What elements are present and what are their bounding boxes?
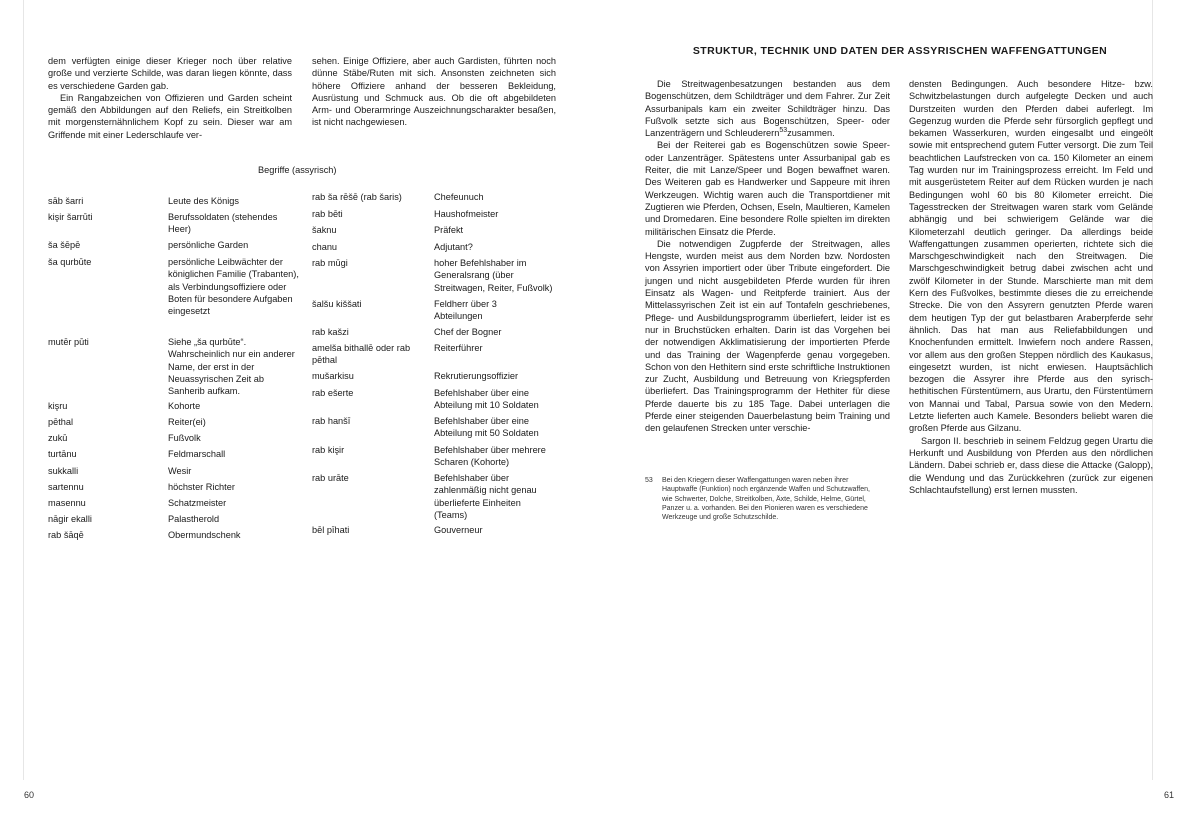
glossary-term: sukkalli bbox=[48, 466, 79, 476]
glossary-term: mutēr pūti bbox=[48, 337, 89, 347]
glossary-title: Begriffe (assyrisch) bbox=[258, 165, 337, 175]
glossary-definition: Chef der Bogner bbox=[434, 327, 502, 337]
glossary-term: rab urāte bbox=[312, 473, 349, 483]
left-text-column-1 bbox=[48, 55, 292, 141]
glossary-definition: persönliche Leibwächter der königlichen Familie (Trabanten), als Verbindungsoffiziere oder Boten für besondere Aufgaben eingesetzt bbox=[168, 257, 299, 317]
glossary-term: kişir šarrūti bbox=[48, 212, 93, 222]
glossary-definition: Befehlshaber über mehrere Scharen (Kohorte) bbox=[434, 445, 546, 468]
page-number: 61 bbox=[1164, 790, 1175, 800]
glossary-term: zukū bbox=[48, 433, 68, 443]
glossary-definition: Wesir bbox=[168, 466, 192, 476]
paragraph-text: Die Streitwagenbesatzungen bestanden aus dem Bogenschützen, dem Schildträger und dem Fahrer. Zur Zeit Assurbanipals kam ein zweiter Schildträger hinzu. Das Fußvolk setzte sich aus Bogenschützen, Speer- oder Lanzenträgern und Schleuderern bbox=[645, 79, 890, 139]
glossary-definition: Palastherold bbox=[168, 514, 220, 524]
right-text-column-2 bbox=[909, 78, 1153, 496]
glossary-definition: persönliche Garden bbox=[168, 240, 249, 250]
glossary-term: turtānu bbox=[48, 449, 77, 459]
glossary-term: chanu bbox=[312, 242, 338, 252]
glossary-term: amelša bithallē oder rab pēthal bbox=[312, 343, 411, 366]
glossary-definition: Reiter(ei) bbox=[168, 417, 206, 427]
glossary-definition: Chefeunuch bbox=[434, 192, 484, 202]
footnote-text: Bei den Kriegern dieser Waffengattungen waren neben ihrer Hauptwaffe (Funktion) noch ergänzende Waffen und Schutzwaffen, wie Schwerter, Dolche, Streitkolben, Äxte, Schilde, Helme, Gürtel, Panzer u. a. vorhanden. Bei den Pionieren waren es verschiedene Werkzeuge und große Schutzschilde. bbox=[662, 477, 870, 522]
glossary-definition: Reiterführer bbox=[434, 343, 483, 353]
glossary-definition: Fußvolk bbox=[168, 433, 201, 443]
glossary-term: mušarkisu bbox=[312, 371, 354, 381]
glossary-definition: Feldherr über 3 Abteilungen bbox=[434, 299, 497, 322]
section-heading: STRUKTUR, TECHNIK UND DATEN DER ASSYRISCHEN WAFFENGATTUNGEN bbox=[692, 45, 1108, 57]
paragraph-text: zusammen. bbox=[787, 128, 835, 139]
glossary-term: šalšu kiššati bbox=[312, 299, 362, 309]
glossary-term: sartennu bbox=[48, 482, 84, 492]
paragraph: Ein Rangabzeichen von Offizieren und Garden scheint gemäß den Abbildungen auf den Reliefs, ein Streitkolben mit morgensternähnlichem Kopf zu sein. Dieser war am Griffende mit einer Lederschlaufe ver- bbox=[48, 92, 292, 140]
glossary-definition: Kohorte bbox=[168, 401, 201, 411]
glossary-term: pēthal bbox=[48, 417, 74, 427]
glossary-definition: Feldmarschall bbox=[168, 449, 226, 459]
left-page-edge bbox=[23, 0, 24, 780]
glossary-definition: höchster Richter bbox=[168, 482, 235, 492]
glossary-definition: Befehlshaber über zahlenmäßig nicht genau überlieferte Einheiten (Teams) bbox=[434, 473, 537, 520]
glossary-definition: hoher Befehlshaber im Generalsrang (über Streitwagen, Reiter, Fußvolk) bbox=[434, 258, 553, 293]
glossary-definition: Obermundschenk bbox=[168, 530, 241, 540]
paragraph: Die notwendigen Zugpferde der Streitwagen, alles Hengste, wurden meist aus dem Norden bzw. Nordosten von Assyrien importiert oder über Tribute eingefordert. Die jungen und nicht ausgebildeten Pferde wurden für ihren Einsatz als Wagen- und Reitpferde trainiert. Aus der Mittelassyrischen Zeit ist ein auf Tontafeln geschriebenes, Pflege- und Ausbildungsprogramm überliefert, leider ist es nur in Bruchstücken erhalten. Darin ist das Vorgehen bei der notwendigen Akklimatisierung der importierten Pferde und das Training der Wagenpferde genau vorgegeben. Schon von den Hethitern sind erste schriftliche Instruktionen zur Zucht, Ausbildung und Betreuung von Kriegspferden überliefert. Das Trainingsprogramm der Hethiter für diese Pferde dauerte bis zu 185 Tage. Dabei unterlagen die Pferde einer steigenden Dauerbelastung beim Training und den gelaufenen Strecken unter verschie- bbox=[645, 238, 890, 434]
paragraph: Sargon II. beschrieb in seinem Feldzug gegen Urartu die Herkunft und Ausbildung von Pferden aus den nördlichen Ländern. Dabei schrieb er, dass diese die Attacke (Galopp), die Wendung und das Zurückkehren (zurück zur eigenen Schlachtaufstellung) erst lernen mussten. bbox=[909, 435, 1153, 495]
glossary-definition: Gouverneur bbox=[434, 525, 483, 535]
glossary-definition: Adjutant? bbox=[434, 242, 473, 252]
glossary-term: rab ša rēšē (rab šaris) bbox=[312, 192, 402, 202]
glossary-term: ša qurbūte bbox=[48, 257, 92, 267]
glossary-term: kişru bbox=[48, 401, 68, 411]
glossary-term: ša šēpē bbox=[48, 240, 81, 250]
right-text-column-1 bbox=[645, 78, 890, 435]
paragraph: dem verfügten einige dieser Krieger noch über relative große und verzierte Schilde, was daran liegen könnte, dass es verschiedene Garden gab. bbox=[48, 56, 292, 91]
glossary-term: rab bēti bbox=[312, 209, 343, 219]
glossary-term: rab ešerte bbox=[312, 388, 354, 398]
glossary-definition: Befehlshaber über eine Abteilung mit 10 Soldaten bbox=[434, 388, 539, 411]
glossary-definition: Präfekt bbox=[434, 225, 464, 235]
left-page bbox=[0, 0, 597, 821]
glossary-term: rab hanšī bbox=[312, 416, 351, 426]
glossary-definition: Schatzmeister bbox=[168, 498, 227, 508]
paragraph: sehen. Einige Offiziere, aber auch Gardisten, führten noch dünne Stäbe/Ruten mit sich. Ansonsten zeichneten sich höhere Offiziere anhand der besseren Bekleidung, Ausrüstung und Schmuck aus. Ob die oft abgebildeten Arm- und Oberarmringe Auszeichnungscharakter besaßen, ist nicht nachgewiesen. bbox=[312, 56, 556, 128]
glossary-term: bēl pīhati bbox=[312, 525, 350, 535]
glossary-term: nāgir ekalli bbox=[48, 514, 92, 524]
glossary-definition: Befehlshaber über eine Abteilung mit 50 Soldaten bbox=[434, 416, 539, 439]
glossary-definition: Leute des Königs bbox=[168, 196, 240, 206]
glossary-definition: Haushofmeister bbox=[434, 209, 499, 219]
footnote-reference[interactable]: 53 bbox=[779, 127, 788, 135]
glossary-term: sāb šarri bbox=[48, 196, 84, 206]
glossary-term: rab kašzi bbox=[312, 327, 349, 337]
left-text-column-2 bbox=[312, 55, 556, 129]
footnote-number: 53 bbox=[645, 477, 653, 484]
glossary-definition: Siehe „ša qurbūte“. Wahrscheinlich nur ein anderer Name, der erst in der Neuassyrischen Zeit ab Sanherib aufkam. bbox=[168, 337, 295, 397]
glossary-definition: Berufssoldaten (stehendes Heer) bbox=[168, 212, 278, 235]
paragraph bbox=[645, 78, 890, 139]
paragraph: densten Bedingungen. Auch besondere Hitze- bzw. Schwitzbelastungen durch aufgelegte Decken und auch Durstzeiten wurden den Pferden dabei auferlegt. Im Gegenzug wurden die Pferde sehr fürsorglich gepflegt und bekamen Wasserkuren, wurden eingesalbt und eingeölt sowie mit entsprechend gutem Futter versorgt. Die zum Teil beachtlichen Laufstrecken von ca. 150 Kilometer an einem Tag wurden nur im Trainingsprozess erreicht. Im Feld und mit ausgerüstetem Reiter auf dem Rücken wurden je nach Bedingungen wohl 60 bis 80 Kilometer erreicht. Die Tagesstrecken der Streitwagen waren stark vom Gelände abhängig und bei schwierigem Gelände war die Kilometerzahl deutlich geringer. Da allerdings beide Waffengattungen zusammen operierten, richtete sich die Marschgeschwindigkeit nach den Streitwagen. Die Marschgeschwindigkeit betrug dabei zwischen acht und zwölf Kilometer in der Stunde. Marschierte man mit dem Kern des Fußvolkes, bestimmte dieses die zu erreichende Strecke. Die von den Assyrern genutzten Pferde waren dem heutigen Typ der gut belastbaren Araberpferde sehr ähnlich. Das hat man aus Reliefabbildungen und Knochenfunden ermittelt. Inwiefern noch andere Rassen, vor allem aus den großen Steppen nördlich des Kaukasus, eingesetzt wurden, ist nicht erwiesen. Hauptsächlich bezogen die Assyrer ihre Pferde aus den syrisch-hethitischen Fürstentümern, aus Urartu, den Fürstentümern von Mannai und Tabal, Parsua sowie von den Medern. Letzte lieferten auch Kamele. Besonders beliebt waren die großen Pferde aus Gilzanu. bbox=[909, 79, 1153, 434]
glossary-term: rab mūgi bbox=[312, 258, 348, 268]
glossary-term: šaknu bbox=[312, 225, 337, 235]
glossary-term: masennu bbox=[48, 498, 86, 508]
glossary-definition: Rekrutierungsoffizier bbox=[434, 371, 519, 381]
page-number: 60 bbox=[24, 790, 35, 800]
glossary-term: rab kişir bbox=[312, 445, 345, 455]
paragraph: Bei der Reiterei gab es Bogenschützen sowie Speer- oder Lanzenträger. Spätestens unter Assurbanipal gab es Reiter, die mit Lanze/Speer und Bogen bewaffnet waren. Des Weiteren gab es Handwerker und Sappeure mit ihren Werkzeugen. Wichtig waren auch die Transportdiener mit Zugtieren wie Pferden, Ochsen, Eseln, Maultieren, Kamelen und Dromedaren. Eine besondere Rolle spielten im direkten militärischen Einsatz die Pferde. bbox=[645, 140, 890, 237]
glossary-term: rab šāqē bbox=[48, 530, 84, 540]
